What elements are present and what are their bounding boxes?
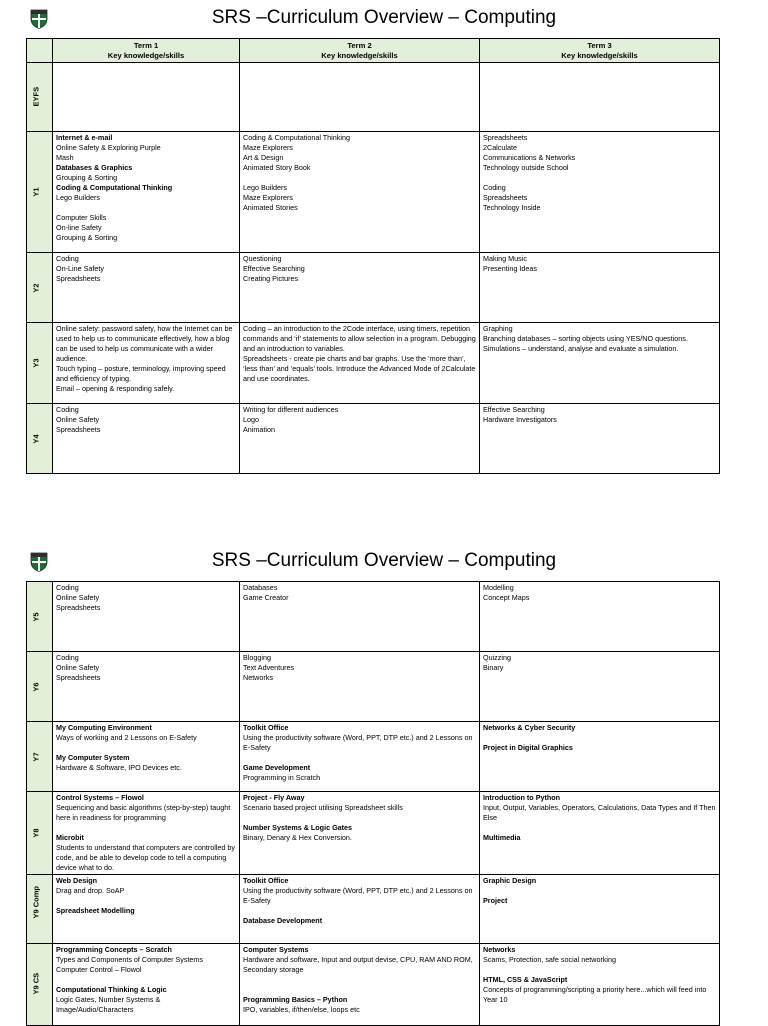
- cell-line: Project - Fly Away: [243, 793, 305, 802]
- table-row: [27, 404, 720, 474]
- table-body-page-1: [27, 63, 720, 474]
- cell-line: Touch typing – posture, terminology, improving speed and efficiency of typing.: [56, 364, 228, 383]
- term-1-cell: [53, 132, 240, 253]
- cell-line: Online Safety: [56, 415, 100, 424]
- term-1-cell: [53, 63, 240, 132]
- year-cell: [27, 132, 53, 253]
- year-label: Y9 CS: [31, 972, 41, 994]
- term-2-cell: [240, 132, 480, 253]
- cell-line: Graphing: [483, 324, 513, 333]
- cell-line: [483, 886, 716, 896]
- cell-line: Online Safety: [56, 593, 100, 602]
- year-cell: [27, 792, 53, 875]
- year-label: Y6: [31, 681, 41, 692]
- cell-line: Spreadsheets: [56, 425, 101, 434]
- year-label: Y4: [31, 433, 41, 444]
- term-2-cell: [240, 944, 480, 1026]
- cell-line: Logic Gates, Number Systems & Image/Audio/Characters: [56, 995, 163, 1014]
- curriculum-table-page-1: [26, 38, 720, 474]
- cell-line: Maze Explorers: [243, 193, 293, 202]
- cell-line: Input, Output, Variables, Operators, Calculations, Data Types and If Then Else: [483, 803, 718, 822]
- corner-cell: [27, 39, 53, 63]
- cell-line: Text Adventures: [243, 663, 295, 672]
- cell-line: IPO, variables, if/then/else, loops etc: [243, 1005, 360, 1014]
- term-3-cell: [480, 323, 720, 404]
- year-label: Y1: [31, 187, 41, 197]
- year-label: Y5: [31, 611, 41, 622]
- cell-line: Grouping & Sorting: [56, 233, 118, 242]
- cell-line: [243, 753, 476, 763]
- term-3-cell: [480, 944, 720, 1026]
- cell-line: Coding: [483, 183, 506, 192]
- term-2-cell: [240, 792, 480, 875]
- cell-line: Making Music: [483, 254, 527, 263]
- cell-line: Simulations – understand, analyse and evaluate a simulation.: [483, 344, 679, 353]
- cell-line: Sequencing and basic algorithms (step-by-step) taught here in readiness for programming: [56, 803, 233, 822]
- cell-line: Branching databases – sorting objects using YES/NO questions.: [483, 334, 688, 343]
- term-2-cell: [240, 63, 480, 132]
- cell-line: [483, 965, 716, 975]
- cell-line: Concept Maps: [483, 593, 530, 602]
- year-label: Y7: [31, 751, 41, 762]
- year-cell: [27, 63, 53, 132]
- curriculum-table-page-2: [26, 581, 720, 1026]
- year-cell: [27, 582, 53, 652]
- term-3-cell: [480, 253, 720, 323]
- term-2-cell: [240, 722, 480, 792]
- term-2-cell: [240, 652, 480, 722]
- cell-line: Email – opening & responding safely.: [56, 384, 175, 393]
- cell-line: Coding – an introduction to the 2Code interface, using timers, repetition commands and ‘if’ statements to allow selection in a program. Debugging and an introduction to variables.: [243, 324, 478, 353]
- cell-line: Using the productivity software (Word, PPT, DTP etc.) and 2 Lessons on E-Safety: [243, 733, 475, 752]
- cell-line: Databases: [243, 583, 278, 592]
- cell-line: Internet & e-mail: [56, 133, 113, 142]
- term-3-cell: [480, 63, 720, 132]
- term-1-cell: [53, 652, 240, 722]
- year-label: Y9 Comp: [31, 885, 41, 919]
- table-row: [27, 253, 720, 323]
- cell-line: Introduction to Python: [483, 793, 561, 802]
- cell-line: Project in Digital Graphics: [483, 743, 573, 752]
- cell-line: Number Systems & Logic Gates: [243, 823, 353, 832]
- table-row: [27, 722, 720, 792]
- cell-line: [56, 896, 236, 906]
- term-1-cell: [53, 875, 240, 944]
- cell-line: Logo: [243, 415, 259, 424]
- cell-line: 2Calculate: [483, 143, 517, 152]
- table-row: [27, 875, 720, 944]
- cell-line: Computer Skills: [56, 213, 107, 222]
- cell-line: Hardware and software, Input and output devise, CPU, RAM AND ROM, Secondary storage: [243, 955, 475, 974]
- cell-line: [56, 975, 236, 985]
- cell-line: [483, 733, 716, 743]
- cell-line: Game Development: [243, 763, 311, 772]
- cell-line: Spreadsheets: [483, 133, 528, 142]
- table-row: [27, 582, 720, 652]
- cell-line: Questioning: [243, 254, 282, 263]
- cell-line: Scams, Protection, safe social networking: [483, 955, 617, 964]
- cell-line: Binary, Denary & Hex Conversion.: [243, 833, 352, 842]
- cell-line: Hardware & Software, IPO Devices etc.: [56, 763, 182, 772]
- cell-line: My Computer System: [56, 753, 130, 762]
- cell-line: Programming Concepts – Scratch: [56, 945, 172, 954]
- year-cell: [27, 253, 53, 323]
- cell-line: Computational Thinking & Logic: [56, 985, 167, 994]
- page-title: SRS –Curriculum Overview – Computing: [211, 550, 557, 571]
- cell-line: Mash: [56, 153, 74, 162]
- term-2-cell: [240, 404, 480, 474]
- cell-line: Grouping & Sorting: [56, 173, 118, 182]
- header-term-2: Term 2 Key knowledge/skills: [240, 39, 480, 63]
- cell-line: Lego Builders: [243, 183, 287, 192]
- cell-line: Databases & Graphics: [56, 163, 133, 172]
- cell-line: Art & Design: [243, 153, 284, 162]
- cell-line: Students to understand that computers are controlled by code, and be able to develop code to tell a computing device what to do.: [56, 843, 237, 872]
- cell-line: Computer Control – Flowol: [56, 965, 142, 974]
- cell-line: Toolkit Office: [243, 876, 289, 885]
- cell-line: Lego Builders: [56, 193, 100, 202]
- cell-line: Networks: [483, 945, 516, 954]
- cell-line: Communications & Networks: [483, 153, 576, 162]
- cell-line: My Computing Environment: [56, 723, 152, 732]
- cell-line: Microbit: [56, 833, 84, 842]
- cell-line: Online safety: password safety, how the Internet can be used to help us to communicate effectively, how a blog can be used to help us communicate with a wider audience.: [56, 324, 235, 363]
- cell-line: Hardware Investigators: [483, 415, 557, 424]
- cell-line: Multimedia: [483, 833, 521, 842]
- cell-line: [56, 203, 236, 213]
- cell-line: Coding: [56, 583, 79, 592]
- cell-line: Networks & Cyber Security: [483, 723, 576, 732]
- cell-line: Spreadsheets - create pie charts and bar graphs. Use the ‘more than’, ‘less than’ and ‘equals’ tools. Introduce the Advanced Mode of 2Calculate and use coordinates.: [243, 354, 478, 383]
- term-1-cell: [53, 582, 240, 652]
- table-row: [27, 132, 720, 253]
- term-1-cell: [53, 404, 240, 474]
- cell-line: [243, 906, 476, 916]
- cell-line: Coding: [56, 405, 79, 414]
- cell-line: Graphic Design: [483, 876, 537, 885]
- cell-line: Binary: [483, 663, 504, 672]
- cell-line: Database Development: [243, 916, 323, 925]
- cell-line: [243, 173, 476, 183]
- term-1-cell: [53, 722, 240, 792]
- term-3-cell: [480, 404, 720, 474]
- table-row: [27, 944, 720, 1026]
- term-2-cell: [240, 253, 480, 323]
- year-label: Y3: [31, 358, 41, 368]
- cell-line: Scenario based project utilising Spreadsheet skills: [243, 803, 403, 812]
- cell-line: [56, 743, 236, 753]
- term-3-cell: [480, 132, 720, 253]
- cell-line: Coding & Computational Thinking: [243, 133, 350, 142]
- page-title: SRS –Curriculum Overview – Computing: [211, 7, 557, 28]
- cell-line: [483, 173, 716, 183]
- term-1-cell: [53, 323, 240, 404]
- header-term-3: Term 3 Key knowledge/skills: [480, 39, 720, 63]
- year-label: EYFS: [31, 86, 41, 107]
- cell-line: Online Safety: [56, 663, 100, 672]
- cell-line: Modelling: [483, 583, 514, 592]
- cell-line: Spreadsheets: [483, 193, 528, 202]
- cell-line: Maze Explorers: [243, 143, 293, 152]
- cell-line: Programming in Scratch: [243, 773, 321, 782]
- header-term-1: Term 1 Key knowledge/skills: [53, 39, 240, 63]
- term-2-cell: [240, 323, 480, 404]
- year-cell: [27, 404, 53, 474]
- cell-line: [56, 823, 236, 833]
- cell-line: Animated Stories: [243, 203, 298, 212]
- cell-line: Coding: [56, 254, 79, 263]
- table-header-row: [27, 39, 720, 63]
- table-row: [27, 63, 720, 132]
- cell-line: On-Line Safety: [56, 264, 104, 273]
- cell-line: Blogging: [243, 653, 271, 662]
- term-1-cell: [53, 792, 240, 875]
- cell-line: Control Systems – Flowol: [56, 793, 144, 802]
- table-row: [27, 652, 720, 722]
- cell-line: Animated Story Book: [243, 163, 311, 172]
- cell-line: Spreadsheet Modelling: [56, 906, 135, 915]
- cell-line: Creating Pictures: [243, 274, 299, 283]
- cell-line: Drag and drop. SoAP: [56, 886, 125, 895]
- year-label: Y8: [31, 828, 41, 838]
- year-cell: [27, 722, 53, 792]
- cell-line: Networks: [243, 673, 273, 682]
- cell-line: Project: [483, 896, 508, 905]
- term-1-cell: [53, 253, 240, 323]
- table-body-page-2: [27, 582, 720, 1026]
- table-row: [27, 792, 720, 875]
- cell-line: Online Safety & Exploring Purple: [56, 143, 161, 152]
- cell-line: Spreadsheets: [56, 274, 101, 283]
- cell-line: On-line Safety: [56, 223, 102, 232]
- cell-line: Using the productivity software (Word, PPT, DTP etc.) and 2 Lessons on E-Safety: [243, 886, 475, 905]
- cell-line: Writing for different audiences: [243, 405, 339, 414]
- term-3-cell: [480, 792, 720, 875]
- year-cell: [27, 944, 53, 1026]
- cell-line: [483, 823, 716, 833]
- year-cell: [27, 323, 53, 404]
- term-3-cell: [480, 652, 720, 722]
- cell-line: Effective Searching: [483, 405, 545, 414]
- year-label: Y2: [31, 282, 41, 293]
- term-2-cell: [240, 582, 480, 652]
- cell-line: HTML, CSS & JavaScript: [483, 975, 568, 984]
- cell-line: Programming Basics – Python: [243, 995, 348, 1004]
- term-1-cell: [53, 944, 240, 1026]
- table-row: [27, 323, 720, 404]
- cell-line: Spreadsheets: [56, 603, 101, 612]
- cell-line: Computer Systems: [243, 945, 309, 954]
- cell-line: Presenting Ideas: [483, 264, 537, 273]
- term-2-cell: [240, 875, 480, 944]
- cell-line: Concepts of programming/scripting a priority here...which will feed into Year 10: [483, 985, 709, 1004]
- term-3-cell: [480, 722, 720, 792]
- cell-line: [243, 813, 476, 823]
- term-3-cell: [480, 582, 720, 652]
- year-cell: [27, 875, 53, 944]
- cell-line: Animation: [243, 425, 275, 434]
- cell-line: [243, 985, 476, 995]
- cell-line: Toolkit Office: [243, 723, 289, 732]
- cell-line: Coding: [56, 653, 79, 662]
- cell-line: Technology Inside: [483, 203, 541, 212]
- cell-line: Types and Components of Computer Systems: [56, 955, 204, 964]
- cell-line: Game Creator: [243, 593, 289, 602]
- cell-line: Quizzing: [483, 653, 511, 662]
- cell-line: [243, 975, 476, 985]
- cell-line: Web Design: [56, 876, 98, 885]
- cell-line: Coding & Computational Thinking: [56, 183, 173, 192]
- cell-line: Ways of working and 2 Lessons on E-Safety: [56, 733, 197, 742]
- cell-line: Technology outside School: [483, 163, 569, 172]
- year-cell: [27, 652, 53, 722]
- cell-line: Effective Searching: [243, 264, 305, 273]
- term-3-cell: [480, 875, 720, 944]
- cell-line: Spreadsheets: [56, 673, 101, 682]
